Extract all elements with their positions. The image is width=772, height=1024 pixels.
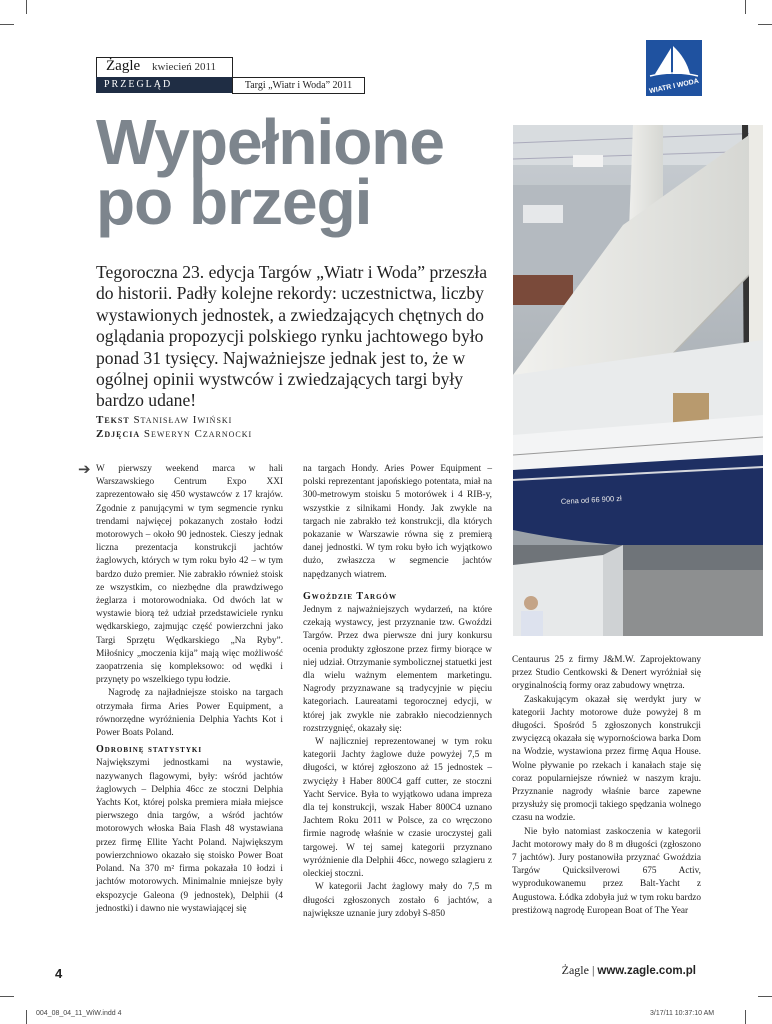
crop-mark [745,1010,746,1024]
column-1 [96,463,283,916]
paragraph: W kategorii Jacht żaglowy mały do 7,5 m długości zgłoszonych zostało 6 jachtów, a największe uznanie jury zdobył S-850 [303,882,492,919]
yacht-photo-illustration [513,125,763,636]
paragraph: na targach Hondy. Aries Power Equipment – polski reprezentant japońskiego potentata, miał na 300-metrowym stoisku 5 motorówek i 4 RIB-y, wszystkie z silnikami Hondy. Jak zwykle na targach nie zabrakło też konstrukcji, dla których pokazanie w Warszawie równa się z premierą danej jednostki. W tym roku było ich wyjątkowo dużo, zwłaszcza w segmencie jachtów napędzanych wiatrem. [303,464,492,580]
slug-datetime: 3/17/11 10:37:10 AM [650,1010,715,1017]
section-label: PRZEGLĄD [96,77,232,93]
crop-mark [0,996,14,997]
crop-mark [26,0,27,14]
paragraph: W najliczniej reprezentowanej w tym roku kategorii Jachty żaglowe duże powyżej 7,5 m długości, w której zgłoszono aż 15 jednostek – zwycięży ł Haber 800C4 gaff cutter, ze stoczni Yacht Service. Była to wyjątkowo udana impreza dla tej konstrukcji, wszak Haber 800C4 uznano Jachtem Roku 2011 w Polsce, za co wręczono firmie nagrodę właśnie w czasie uroczystej gali targowej. W tej samej kategorii przyznano wyróżnienie dla Delphii 46cc, nowego szlagieru z oleckiej stoczni. [303,737,492,880]
paragraph: Największymi jednostkami na wystawie, nazywanych flagowymi, były: wśród jachtów żaglowych – Delphia 46cc ze stoczni Delphia Yachts Kot, której polska premiera miała miejsce pierwszego dnia targów, a wśród jachtów motorowych włoska Baia Flash 48 wystawiana przez firmę Ellite Yacht Poland. Największym powierzchniowo okazało się stoisko Power Boat Poland. Na 370 m² firma pokazała 10 łodzi i jachtów motorowych. Minimalnie mniejsze były ekspozycje Galeona (9 jednostek), Delphii (4 jednostki) i dawno nie wystawiającej się [96,758,283,914]
footer-magazine: Żagle [561,963,589,977]
paragraph: Nie było natomiast zaskoczenia w kategorii Jacht motorowy mały do 8 m długości (zgłoszono 7 jachtów). Jury postanowiła przyznać Gwoździa Targów Quicksilverowi 675 Activ, wyprodukowanemu przez Balt-Yacht z Augustowa. Łódka zdobyła już w tym roku bardzo prestiżową nagrodę European Boat of The Year [512,826,701,916]
issue-date: kwiecień 2011 [152,61,217,73]
crop-mark [758,24,772,25]
title-line: Wypełnione [96,106,444,178]
text-credit [96,414,232,426]
sail-logo-icon [646,40,702,96]
credit-author: Stanisław Iwiński [133,414,233,426]
footer-url: www.zagle.com.pl [597,965,696,977]
article-title [96,106,496,238]
subheading: Odrobinę statystyki [96,744,203,756]
logo-text: WIATR I WODA [648,77,700,96]
paragraph: W pierwszy weekend marca w hali Warszawskiego Centrum Expo XXI zaprezentowało się 450 wystawców z 17 krajów. Zgodnie z panującymi w tym segmencie rynku trendami najwięcej pokazanych zostało łodzi motorowych – około 90 jednostek. Cieszy jednak liczna prezentacja konstrukcji jachtów żaglowych, których w tym roku było 42 – w tym bardzo dużo premier. Nie zabrakło również stoisk ze wszystkim, co niezbędne dla prawdziwego żeglarza i motorowodniaka. Od dwóch lat w wystawie biorą też udział przedstawiciele rynku wędkarskiego, zajmując część powierzchni jako Targi Sprzętu Wędkarskiego „Na Ryby”. Miłośnicy „moczenia kija” mają więc możliwość zaopatrzenia się kompleksowo: od wędki i przynęty po wszelkiego typu łodzie. [96,464,283,686]
column-2 [303,463,492,921]
footer-separator: | [591,963,595,977]
credit-label: Tekst [96,414,130,426]
page-number: 4 [55,966,63,981]
footer [562,963,696,978]
magazine-name: Żagle [106,58,141,74]
photo-credit [96,428,252,440]
wiatr-i-woda-logo [646,40,702,96]
paragraph: Centaurus 25 z firmy J&M.W. Zaprojektowany przez Studio Centkowski & Denert wyróżniał się oryginalnością formy oraz zabudowy wnętrza. [512,655,701,692]
boat-show-photo [513,125,763,636]
paragraph: Zaskakującym okazał się werdykt jury w kategorii Jachty motorowe duże powyżej 8 m długości. Spośród 5 zgłoszonych konstrukcji zwycięzcą okazała się wypornościowa barka Dom na Wodzie, wystawiona przez firmę Aqua House. Wolne pływanie po rzekach i kanałach staje się coraz popularniejsze również w naszym kraju. Przyznanie nagrody właśnie barce zapewne przysłuży się promocji takiego spędzania wolnego czasu na wodzie. [512,694,701,824]
event-label: Targi „Wiatr i Woda” 2011 [232,77,365,94]
header-magazine-box [96,57,233,77]
article-lead: Tegoroczna 23. edycja Targów „Wiatr i Woda” przeszła do historii. Padły kolejne rekordy: uczestnictwa, liczby wystawionych jednostek, a zwiedzających chętnych do oglądania propozycji polskiego rynku jachtowego było ponad 31 tysięcy. Najważniejsze jednak jest to, że w ogólnej opinii wystwców i zwiedzających targi były bardzo udane! [96,262,488,411]
column-3 [512,654,701,918]
title-line: po brzegi [96,166,372,238]
credit-author: Seweryn Czarnocki [143,428,253,440]
crop-mark [758,996,772,997]
slug-file: 004_08_04_11_WiW.indd 4 [36,1010,122,1017]
subheading: Gwoździe Targów [303,590,397,602]
crop-mark [745,0,746,14]
paragraph: Nagrodę za najładniejsze stoisko na targach otrzymała firma Aries Power Equipment, a równorzędne wyróżnienia Delphia Yachts Kot i Power Boats Poland. [96,688,283,739]
hull-price-text: Cena od 66 900 zł [560,493,622,506]
crop-mark [26,1010,27,1024]
arrow-icon: ➔ [78,460,91,478]
credit-label: Zdjęcia [96,428,141,440]
paragraph: Jednym z najważniejszych wydarzeń, na które czekają wystawcy, jest przyznanie tzw. Gwoździ Targów. Przez dwa pierwsze dni jury konkursu ocenia produkty zgłoszone przez firmy biorące w niej udział. Otrzymanie symbolicznej statuetki jest dla wielu ważnym elementem marketingu. Nagrody przyznawane są tradycyjnie w pięciu kategoriach. Laureatami tegorocznej edycji, w której jak zwykle nie zabrakło niecodziennych rozstrzygnięć, okazały się: [303,605,492,734]
crop-mark [0,24,14,25]
